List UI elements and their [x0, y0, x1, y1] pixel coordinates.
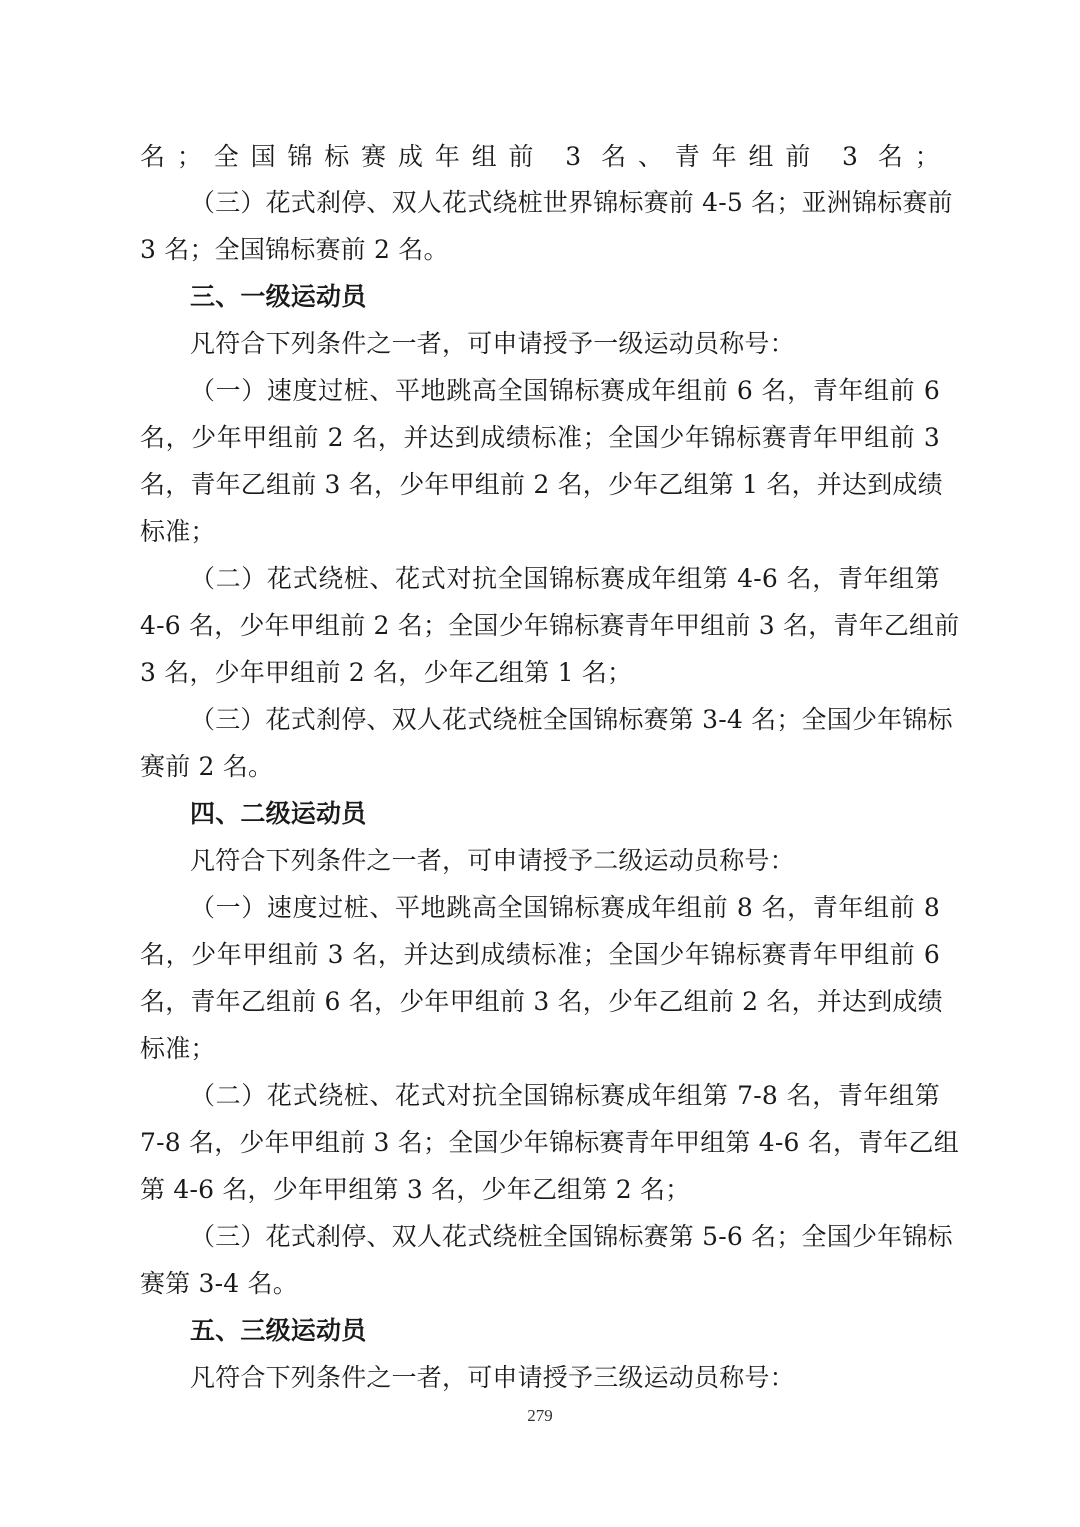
text-line: 3 名；全国锦标赛前 2 名。 [140, 235, 449, 264]
text-line: （三）花式刹停、双人花式绕桩全国锦标赛第 3-4 名；全国少年锦标 [190, 705, 953, 734]
text-line: 第 4-6 名，少年甲组第 3 名，少年乙组第 2 名； [140, 1175, 691, 1204]
text-line: 名，少年甲组前 3 名，并达到成绩标准；全国少年锦标赛青年甲组前 6 [140, 940, 940, 969]
text-line: 4-6 名，少年甲组前 2 名；全国少年锦标赛青年甲组前 3 名，青年乙组前 [140, 611, 960, 640]
text-line: （二）花式绕桩、花式对抗全国锦标赛成年组第 4-6 名，青年组第 [190, 564, 940, 593]
text-line: 赛前 2 名。 [140, 752, 274, 781]
text-line: 标准； [140, 517, 216, 546]
page-number: 279 [527, 1406, 553, 1425]
text-line: 7-8 名，少年甲组前 3 名；全国少年锦标赛青年甲组第 4-6 名，青年乙组 [140, 1128, 959, 1157]
section-heading: 五、三级运动员 [190, 1316, 367, 1345]
text-line: 名，青年乙组前 3 名，少年甲组前 2 名，少年乙组第 1 名，并达到成绩 [140, 470, 943, 499]
text-line: 凡符合下列条件之一者，可申请授予二级运动员称号： [190, 846, 795, 875]
text-line: 3 名，少年甲组前 2 名，少年乙组第 1 名； [140, 658, 633, 687]
text-line: （三）花式刹停、双人花式绕桩全国锦标赛第 5-6 名；全国少年锦标 [190, 1222, 953, 1251]
text-line: 名，青年乙组前 6 名，少年甲组前 3 名，少年乙组前 2 名，并达到成绩 [140, 987, 943, 1016]
section-heading: 四、二级运动员 [190, 799, 367, 828]
section-heading: 三、一级运动员 [190, 282, 367, 311]
text-line: 名，少年甲组前 2 名，并达到成绩标准；全国少年锦标赛青年甲组前 3 [140, 423, 940, 452]
text-line: 赛第 3-4 名。 [140, 1269, 298, 1298]
text-line: 凡符合下列条件之一者，可申请授予一级运动员称号： [190, 329, 795, 358]
text-line: 名；全国锦标赛成年组前 3 名、青年组前 3 名； [140, 142, 940, 171]
text-line: 标准； [140, 1034, 216, 1063]
text-line: （二）花式绕桩、花式对抗全国锦标赛成年组第 7-8 名，青年组第 [190, 1081, 940, 1110]
text-line: （三）花式刹停、双人花式绕桩世界锦标赛前 4-5 名；亚洲锦标赛前 [190, 188, 953, 217]
text-line: （一）速度过桩、平地跳高全国锦标赛成年组前 6 名，青年组前 6 [190, 376, 940, 405]
text-line: （一）速度过桩、平地跳高全国锦标赛成年组前 8 名，青年组前 8 [190, 893, 940, 922]
text-line: 凡符合下列条件之一者，可申请授予三级运动员称号： [190, 1363, 795, 1392]
